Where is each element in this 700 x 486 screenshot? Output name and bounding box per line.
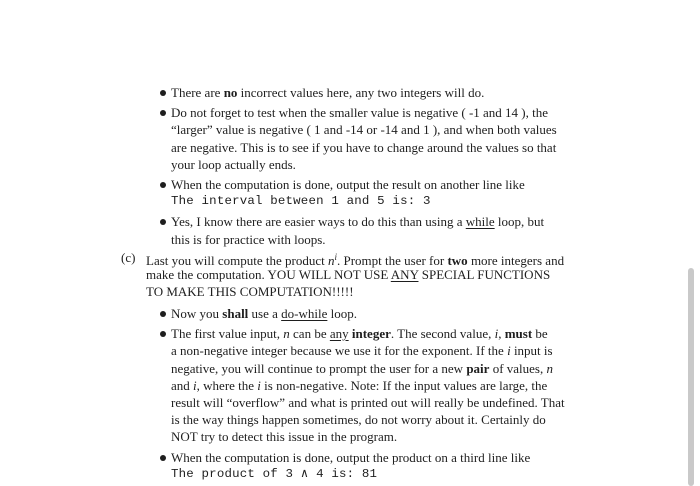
text-segment: use a (248, 306, 282, 321)
bullet-line (171, 466, 377, 483)
text-segment: n (546, 360, 553, 376)
text-segment: while (465, 214, 495, 230)
text-segment: input is (510, 343, 553, 359)
text-segment: . Prompt the user for (336, 253, 448, 268)
text-segment: is the way things happen sometimes, do not worry about it. Certainly do (171, 412, 546, 428)
bullet-line (171, 231, 326, 248)
text-segment: loop, but (494, 214, 545, 230)
text-segment: two (447, 253, 468, 268)
text-segment: i (334, 252, 337, 262)
text-segment: result will “overflow” and what is printed out will really be undefined. That (171, 395, 565, 410)
bullet-line (171, 139, 556, 156)
text-segment: , where the (196, 377, 258, 393)
bullet-line (171, 213, 544, 230)
text-segment: no (223, 85, 238, 100)
text-segment: integer (351, 326, 391, 342)
bullet-line (171, 377, 547, 394)
text-segment: do-while (281, 306, 328, 321)
text-segment: make the computation. YOU WILL NOT USE (146, 267, 391, 283)
bullet-line (171, 84, 484, 101)
part-c-line (146, 266, 550, 283)
bullet-icon (160, 219, 166, 225)
bullet-line (171, 449, 530, 466)
bullet-line (171, 193, 431, 210)
text-segment: i (193, 377, 197, 393)
scrollbar-thumb[interactable] (688, 268, 694, 486)
bullet-icon (160, 182, 166, 188)
bullet-line (171, 394, 565, 411)
text-segment: NOT try to detect this issue in the program. (171, 429, 398, 445)
part-c-line (146, 249, 564, 266)
text-segment: any (329, 326, 349, 342)
text-segment: shall (222, 306, 249, 321)
bullet-line (171, 428, 397, 445)
text-segment: be (532, 326, 548, 342)
bullet-icon (160, 110, 166, 116)
text-segment: The interval between 1 and 5 is: 3 (171, 194, 431, 209)
text-segment: must (504, 326, 533, 342)
bullet-line (171, 342, 553, 359)
text-segment: negative, you will continue to prompt the user for a new (171, 360, 467, 376)
text-segment: are negative. This is to see if you have to change around the values so that (171, 139, 557, 155)
bullet-line (171, 176, 525, 193)
text-segment: When the computation is done, output the result on another line like (171, 177, 525, 192)
text-segment: pair (466, 360, 490, 376)
text-segment: n (283, 326, 290, 342)
bullet-icon (160, 331, 166, 337)
text-segment: Yes, I know there are easier ways to do this than using a (171, 214, 466, 230)
text-segment: The product of 3 ∧ 4 is: 81 (171, 466, 378, 481)
text-segment: . The second value, (390, 326, 495, 342)
text-segment: Last you will compute the product (146, 253, 328, 268)
text-segment: of values, (489, 360, 547, 376)
bullet-line (171, 325, 548, 342)
bullet-line (171, 360, 553, 377)
part-c-label: (c) (121, 250, 136, 265)
text-segment: more integers and (467, 253, 565, 268)
text-segment: loop. (327, 306, 357, 321)
text-segment: Now you (171, 306, 223, 321)
text-segment: There are (171, 85, 224, 100)
bullet-line (171, 305, 357, 322)
bullet-line (171, 121, 557, 138)
text-segment: n (327, 253, 335, 268)
text-segment: i (257, 377, 261, 393)
text-segment: , (498, 326, 505, 342)
bullet-line (171, 411, 546, 428)
text-segment: is non-negative. Note: If the input values are large, the (260, 377, 548, 393)
text-segment: incorrect values here, any two integers will do. (237, 85, 485, 100)
text-segment: this is for practice with loops. (171, 231, 326, 247)
part-c-line (146, 283, 354, 300)
text-segment: The first value input, (171, 326, 284, 342)
text-segment: Do not forget to test when the smaller value is negative ( -1 and 14 ), the (171, 105, 549, 121)
text-segment: a non-negative integer because we use it for the exponent. If the (171, 343, 508, 359)
text-segment: i (494, 326, 499, 342)
text-segment: SPECIAL FUNCTIONS (418, 267, 551, 283)
text-segment: your loop actually ends. (171, 156, 296, 172)
bullet-line (171, 156, 296, 173)
bullet-icon (160, 90, 166, 96)
bullet-icon (160, 311, 166, 317)
text-segment: i (507, 343, 511, 359)
text-segment: ANY (390, 267, 419, 283)
text-segment: and (171, 377, 194, 393)
text-segment: TO MAKE THIS COMPUTATION!!!!! (146, 284, 354, 300)
bullet-icon (160, 455, 166, 461)
text-segment: can be (289, 326, 330, 342)
text-segment: When the computation is done, output the product on a third line like (171, 449, 531, 465)
text-segment: “larger” value is negative ( 1 and -14 or -14 and 1 ), and when both values (171, 122, 557, 138)
bullet-line (171, 104, 548, 121)
